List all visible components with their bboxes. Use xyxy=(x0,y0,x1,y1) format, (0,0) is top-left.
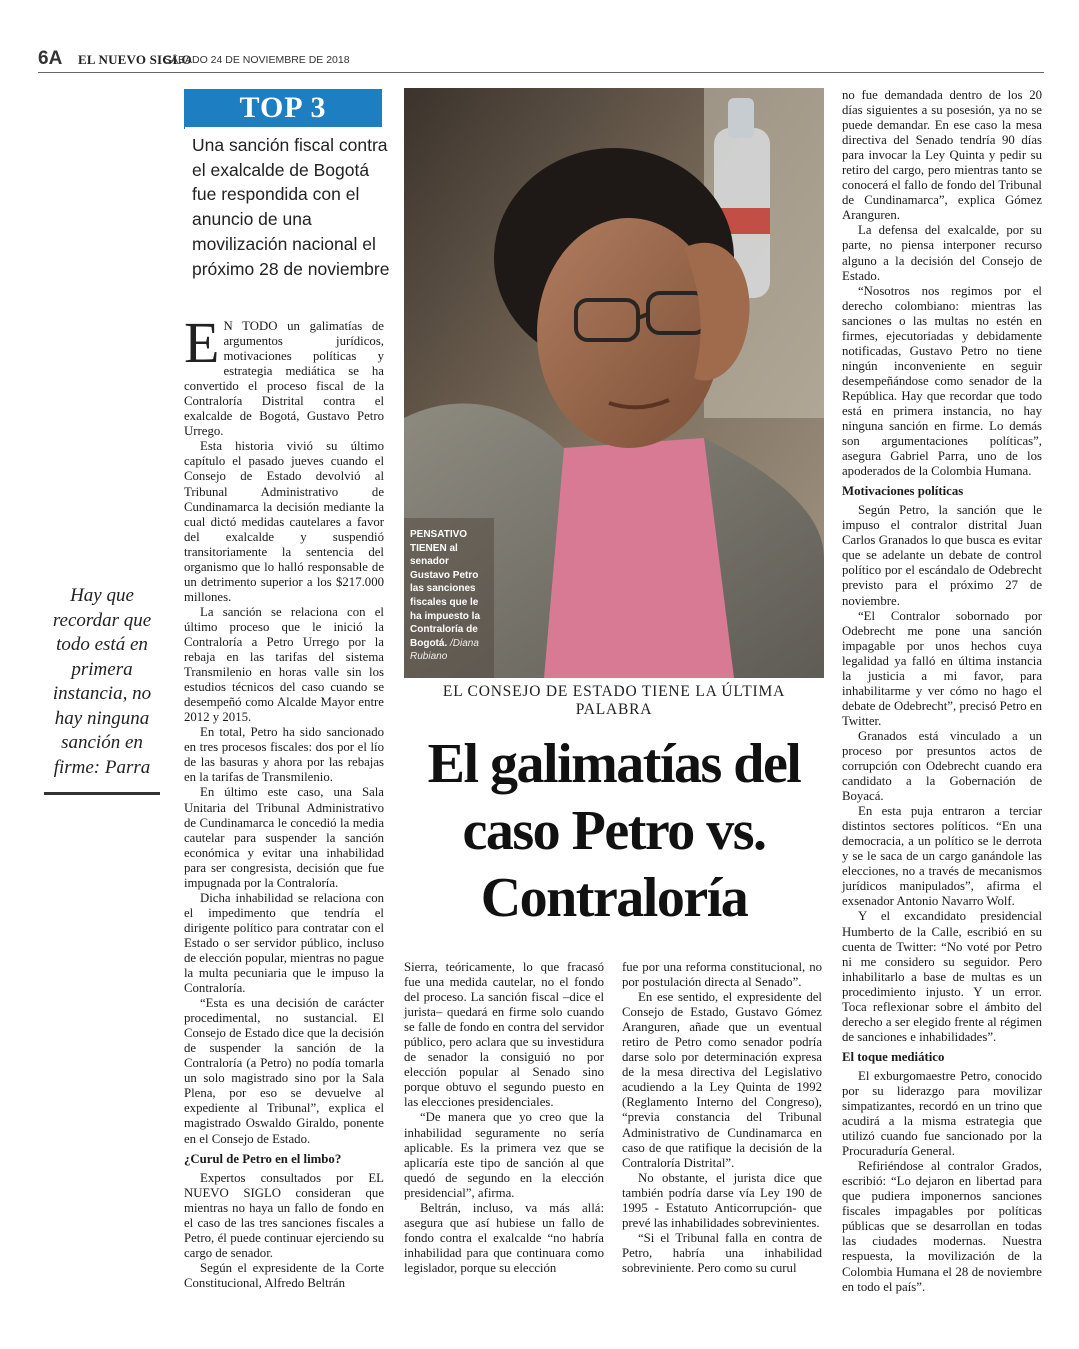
pull-quote: Hay que recordar que todo está en primera instancia, no hay ninguna sanción en firme: Parra xyxy=(52,585,152,778)
paragraph: Dicha inhabilidad se relaciona con el impedimento que tendría el dirigente político para contratar con el Estado o ser servidor público, incluso de elección popular, mientras no pague la multa pecuniaria que le impuso la Contraloría. xyxy=(184,890,384,996)
drop-cap: E xyxy=(184,310,220,375)
article-column-1 xyxy=(184,310,384,1291)
lead-paragraph-text: N TODO un galimatías de argumentos jurídicos, motivaciones políticas y estrategia mediática se ha convertido el proceso fiscal de la Contraloría Distrital contra el exalcalde de Bogotá, Gustavo Petro Urrego. xyxy=(184,319,384,439)
paragraph: “Nosotros nos regimos por el derecho colombiano: mientras las sanciones o las multas no estén en firmes, ejecutoriadas y debidamente notificadas, Gustavo Petro no tiene ningún inconveniente en seguir desempeñándose como senador de la República. Hay que recordar que todo está en primera instancia, no hay ninguna sanción en firme. Lo demás son argumentaciones políticas”, asegura Gabriel Parra, uno de los apoderados de la Colombia Humana. xyxy=(842,283,1042,479)
subheading: ¿Curul de Petro en el limbo? xyxy=(184,1151,342,1166)
newspaper-name: EL NUEVO SIGLO xyxy=(78,52,192,67)
paragraph: En total, Petro ha sido sancionado en tres procesos fiscales: dos por el lío de las basuras y ahora por las rebajas en la tarifas de Transmilenio. xyxy=(184,725,384,785)
article-column-2 xyxy=(404,960,604,1276)
article-summary: Una sanción fiscal contra el exalcalde de Bogotá fue respondida con el anuncio de una movilización nacional el próximo 28 de noviembre xyxy=(192,135,390,279)
paragraph: Según el expresidente de la Corte Constitucional, Alfredo Beltrán xyxy=(184,1260,384,1290)
paragraph: Granados está vinculado a un proceso por presuntos actos de corrupción con Odebrecht cuando era candidato a la Gobernación de Boyacá. xyxy=(842,728,1042,804)
headline: El galimatías del caso Petro vs. Contraloría xyxy=(427,733,801,929)
paragraph: Y el excandidato presidencial Humberto de la Calle, escribió en su cuenta de Twitter: “No voté por Petro ni me considero su seguidor. Pero inhabilitarlo a base de multas es un procedimiento injusto. Y un error. Toca reflexionar sobre el ámbito del derecho a ser elegido frente al régimen de sanciones e inhabilidades”. xyxy=(842,909,1042,1044)
article-column-4 xyxy=(842,88,1042,1295)
photo-caption xyxy=(410,528,486,664)
paragraph: En esta puja entraron a terciar distintos sectores políticos. “En una democracia, a un político se le derrota y se le saca de un cargo ganándole las elecciones, no a través de mecanismos jurídicos manipulados”, afirma el exsenador Antonio Navarro Wolf. xyxy=(842,804,1042,909)
subheading: El toque mediático xyxy=(842,1049,945,1064)
headline-kicker: EL CONSEJO DE ESTADO TIENE LA ÚLTIMA PALABRA xyxy=(442,683,786,718)
paragraph: Esta historia vivió su último capítulo el pasado jueves cuando el Consejo de Estado devolvió al Tribunal Administrativo de Cundinamarca la decisión mediante la cual dictó medidas cautelares a favor del exalcalde y suspendió transitoriamente la sentencia del organismo que lo halló responsable de un detrimento superior a los $217.000 millones. xyxy=(184,439,384,604)
paragraph: “Si el Tribunal falla en contra de Petro, habría una inhabilidad sobreviniente. Pero como su curul xyxy=(622,1230,822,1275)
top3-badge: TOP 3 xyxy=(184,89,382,127)
paragraph: La defensa del exalcalde, por su parte, no piensa interponer recurso alguno a la decisión del Consejo de Estado. xyxy=(842,223,1042,283)
paragraph: fue por una reforma constitucional, no por postulación directa al Senado”. xyxy=(622,960,822,990)
header-divider xyxy=(38,72,1044,73)
pull-quote-rule xyxy=(44,792,160,795)
top3-accent-line xyxy=(184,89,185,129)
page-number: 6A xyxy=(38,48,63,69)
paragraph: Sierra, teóricamente, lo que fracasó fue una medida cautelar, no el fondo del proceso. La sanción fiscal –dice el jurista– quedará en firme solo cuando se falle de fondo en contra del servidor público, pero aclara que su investidura de senador la consiguió no por elección popular al Senado sino porque obtuvo el segundo puesto en las elecciones presidenciales. xyxy=(404,960,604,1110)
paragraph: La sanción se relaciona con el último proceso que le inició la Contraloría a Petro Urrego por la rebaja en las tarifas del sistema Transmilenio en horas valle sin los estudios técnicos del caso cuando se desempeñó como Alcalde Mayor entre 2012 y 2015. xyxy=(184,604,384,725)
publication-date: SÁBADO 24 DE NOVIEMBRE DE 2018 xyxy=(164,54,350,66)
paragraph: Beltrán, incluso, va más allá: asegura que así hubiese un fallo de fondo contra el exalcalde “no habría inhabilidad para que continuara como legislador, porque su elección xyxy=(404,1200,604,1275)
lead-paragraph xyxy=(184,310,384,439)
subheading: Motivaciones políticas xyxy=(842,484,964,499)
paragraph: no fue demandada dentro de los 20 días siguientes a su posesión, ya no se puede demandar. En ese caso la mesa directiva del Senado tendría 90 días para invocar la Ley Quinta y pedir su retiro del cargo, pero mientras tanto se conocerá el fallo de fondo del Tribunal de Cundinamarca”, explica Gómez Aranguren. xyxy=(842,88,1042,223)
paragraph: En último este caso, una Sala Unitaria del Tribunal Administrativo de Cundinamarca le concedió la media cautelar para suspender la sanción económica y evitar una inhabilidad para ser congresista, decisión que fue impugnada por la Contraloría. xyxy=(184,785,384,890)
paragraph: Según Petro, la sanción que le impuso el contralor distrital Juan Carlos Granados lo que busca es evitar que se adelante un debate de control político por el escándalo de Odebrecht previsto para el próximo 27 de noviembre. xyxy=(842,503,1042,608)
photo-credit: /Diana Rubiano xyxy=(410,637,479,663)
paragraph: No obstante, el jurista dice que también podría darse vía Ley 190 de 1995 - Estatuto Anticorrupción- que prevé las inhabilidades sobrevinientes. xyxy=(622,1170,822,1230)
article-column-3 xyxy=(622,960,822,1276)
paragraph: El exburgomaestre Petro, conocido por su liderazgo para movilizar simpatizantes, recordó en un trino que acudirá a la misma estrategia que utilizó cuando fue sancionado por la Procuraduría General. xyxy=(842,1068,1042,1159)
paragraph: “Esta es una decisión de carácter procedimental, no sustancial. El Consejo de Estado dice que la decisión de suspender la sanción de la Contraloría (a Petro) no podía tomarla un solo magistrado sino por la Sala Plena, por eso se devuelve al expediente al Tribunal”, explica el magistrado Oswaldo Giraldo, ponente en el Consejo de Estado. xyxy=(184,996,384,1146)
paragraph: En ese sentido, el expresidente del Consejo de Estado, Gustavo Gómez Aranguren, añade que un eventual retiro de Petro como senador podría darse solo por determinación expresa de la mesa directiva del Legislativo acudiendo a la Ley Quinta de 1992 (Reglamento Interno del Congreso), “previa constancia del Tribunal Administrativo de Cundinamarca en caso de que ratifique la decisión de la Contraloría Distrital”. xyxy=(622,990,822,1170)
photo-caption-text: PENSATIVO TIENEN al senador Gustavo Petro las sanciones fiscales que le ha impuesto la Contraloría de Bogotá. xyxy=(410,529,481,649)
paragraph: Refiriéndose al contralor Grados, escribió: “Lo dejaron en libertad para que pudiera imponernos sanciones fiscales impagables por políticas públicas que se desarrollan en todas las ciudades modernas. Nuestra respuesta, la movilización de la Colombia Humana el 28 de noviembre en todo el país”. xyxy=(842,1159,1042,1294)
paragraph: “De manera que yo creo que la inhabilidad seguramente no sería aplicable. Es la primera vez que se aplicaría este tipo de sanción al que quedó de segundo en la elección presidencial”, afirma. xyxy=(404,1110,604,1200)
paragraph: “El Contralor sobornado por Odebrecht me pone una sanción impagable por unos hechos cuya legalidad ya falló en última instancia la justicia a mi favor, para inhabilitarme y ver cómo no hago el debate de Odebrecht”, precisó Petro en Twitter. xyxy=(842,608,1042,728)
paragraph: Expertos consultados por EL NUEVO SIGLO consideran que mientras no haya un fallo de fondo en el caso de las tres sanciones fiscales a Petro, él puede continuar ejerciendo su cargo de senador. xyxy=(184,1170,384,1260)
